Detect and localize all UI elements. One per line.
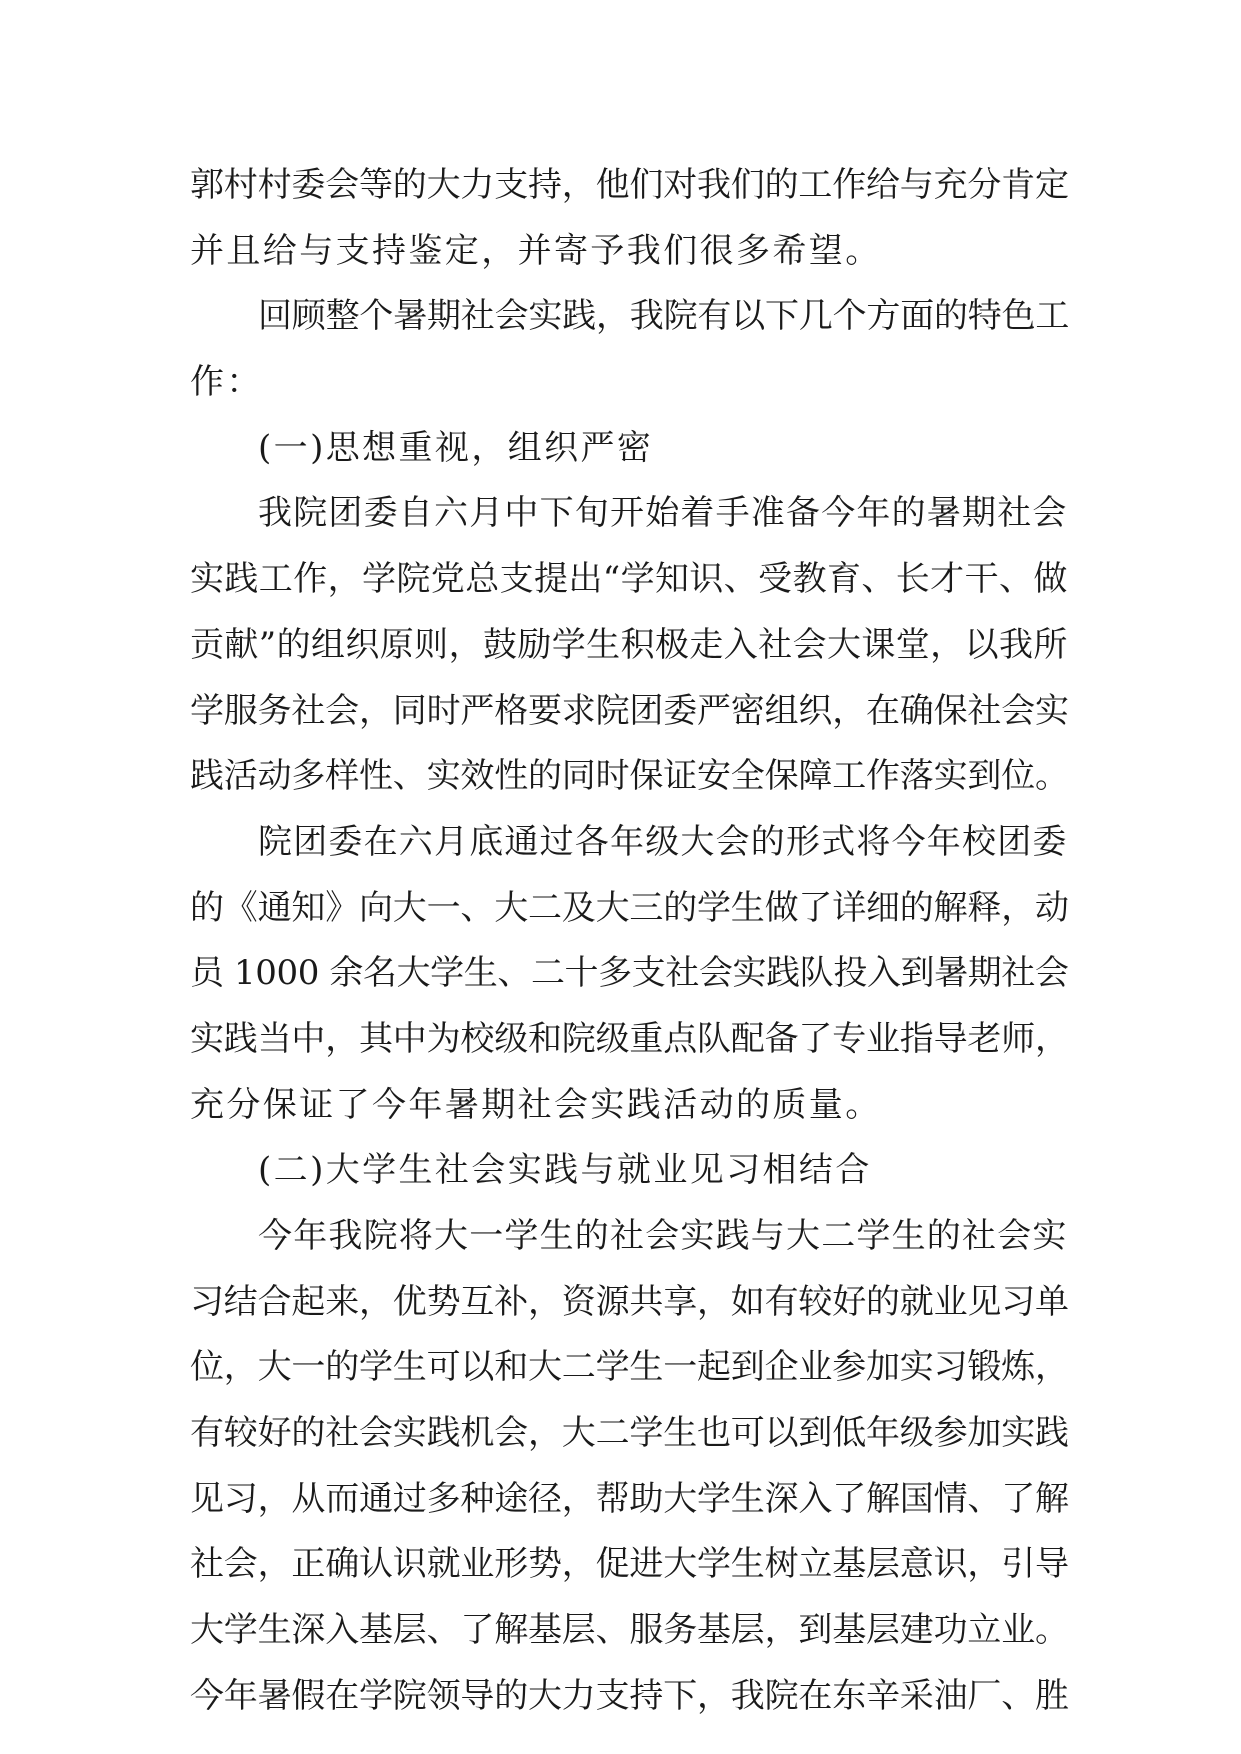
text-line: 见习，从而通过多种途径，帮助大学生深入了解国情、了解	[190, 1478, 1069, 1519]
text-line: 实践工作，学院党总支提出“学知识、受教育、长才干、做	[190, 559, 1068, 600]
text-line: 习结合起来，优势互补，资源共享，如有较好的就业见习单	[190, 1281, 1069, 1322]
paragraph-first-line: 回顾整个暑期社会实践，我院有以下几个方面的特色工	[258, 296, 1070, 337]
text-line: 践活动多样性、实效性的同时保证安全保障工作落实到位。	[190, 756, 1069, 797]
text-line: 作：	[190, 362, 263, 403]
text-line: 学服务社会，同时严格要求院团委严密组织，在确保社会实	[190, 690, 1069, 731]
text-line: 今年暑假在学院领导的大力支持下，我院在东辛采油厂、胜	[190, 1675, 1069, 1716]
text-line: 并且给与支持鉴定，并寄予我们很多希望。	[190, 230, 882, 271]
text-line: 郭村村委会等的大力支持，他们对我们的工作给与充分肯定	[190, 165, 1069, 205]
text-line: 的《通知》向大一、大二及大三的学生做了详细的解释，动	[190, 887, 1069, 928]
section-heading: (二)大学生社会实践与就业见习相结合	[258, 1150, 872, 1191]
paragraph-first-line: 我院团委自六月中下旬开始着手准备今年的暑期社会	[258, 493, 1068, 534]
text-line: 有较好的社会实践机会，大二学生也可以到低年级参加实践	[190, 1413, 1069, 1454]
body-text	[190, 153, 1070, 1730]
paragraph-first-line: 今年我院将大一学生的社会实践与大二学生的社会实	[258, 1216, 1068, 1256]
text-line: 员 1000 余名大学生、二十多支社会实践队投入到暑期社会	[190, 953, 1069, 994]
text-line: 实践当中，其中为校级和院级重点队配备了专业指导老师，	[190, 1018, 1069, 1059]
section-heading: (一)思想重视，组织严密	[258, 427, 654, 468]
text-line: 大学生深入基层、了解基层、服务基层，到基层建功立业。	[190, 1610, 1069, 1651]
text-line: 社会，正确认识就业形势，促进大学生树立基层意识，引导	[190, 1544, 1069, 1585]
text-line: 充分保证了今年暑期社会实践活动的质量。	[190, 1084, 882, 1125]
paragraph-first-line: 院团委在六月底通过各年级大会的形式将今年校团委	[258, 821, 1068, 862]
text-line: 位，大一的学生可以和大二学生一起到企业参加实习锻炼，	[190, 1347, 1069, 1388]
text-line: 贡献”的组织原则，鼓励学生积极走入社会大课堂，以我所	[190, 624, 1068, 665]
